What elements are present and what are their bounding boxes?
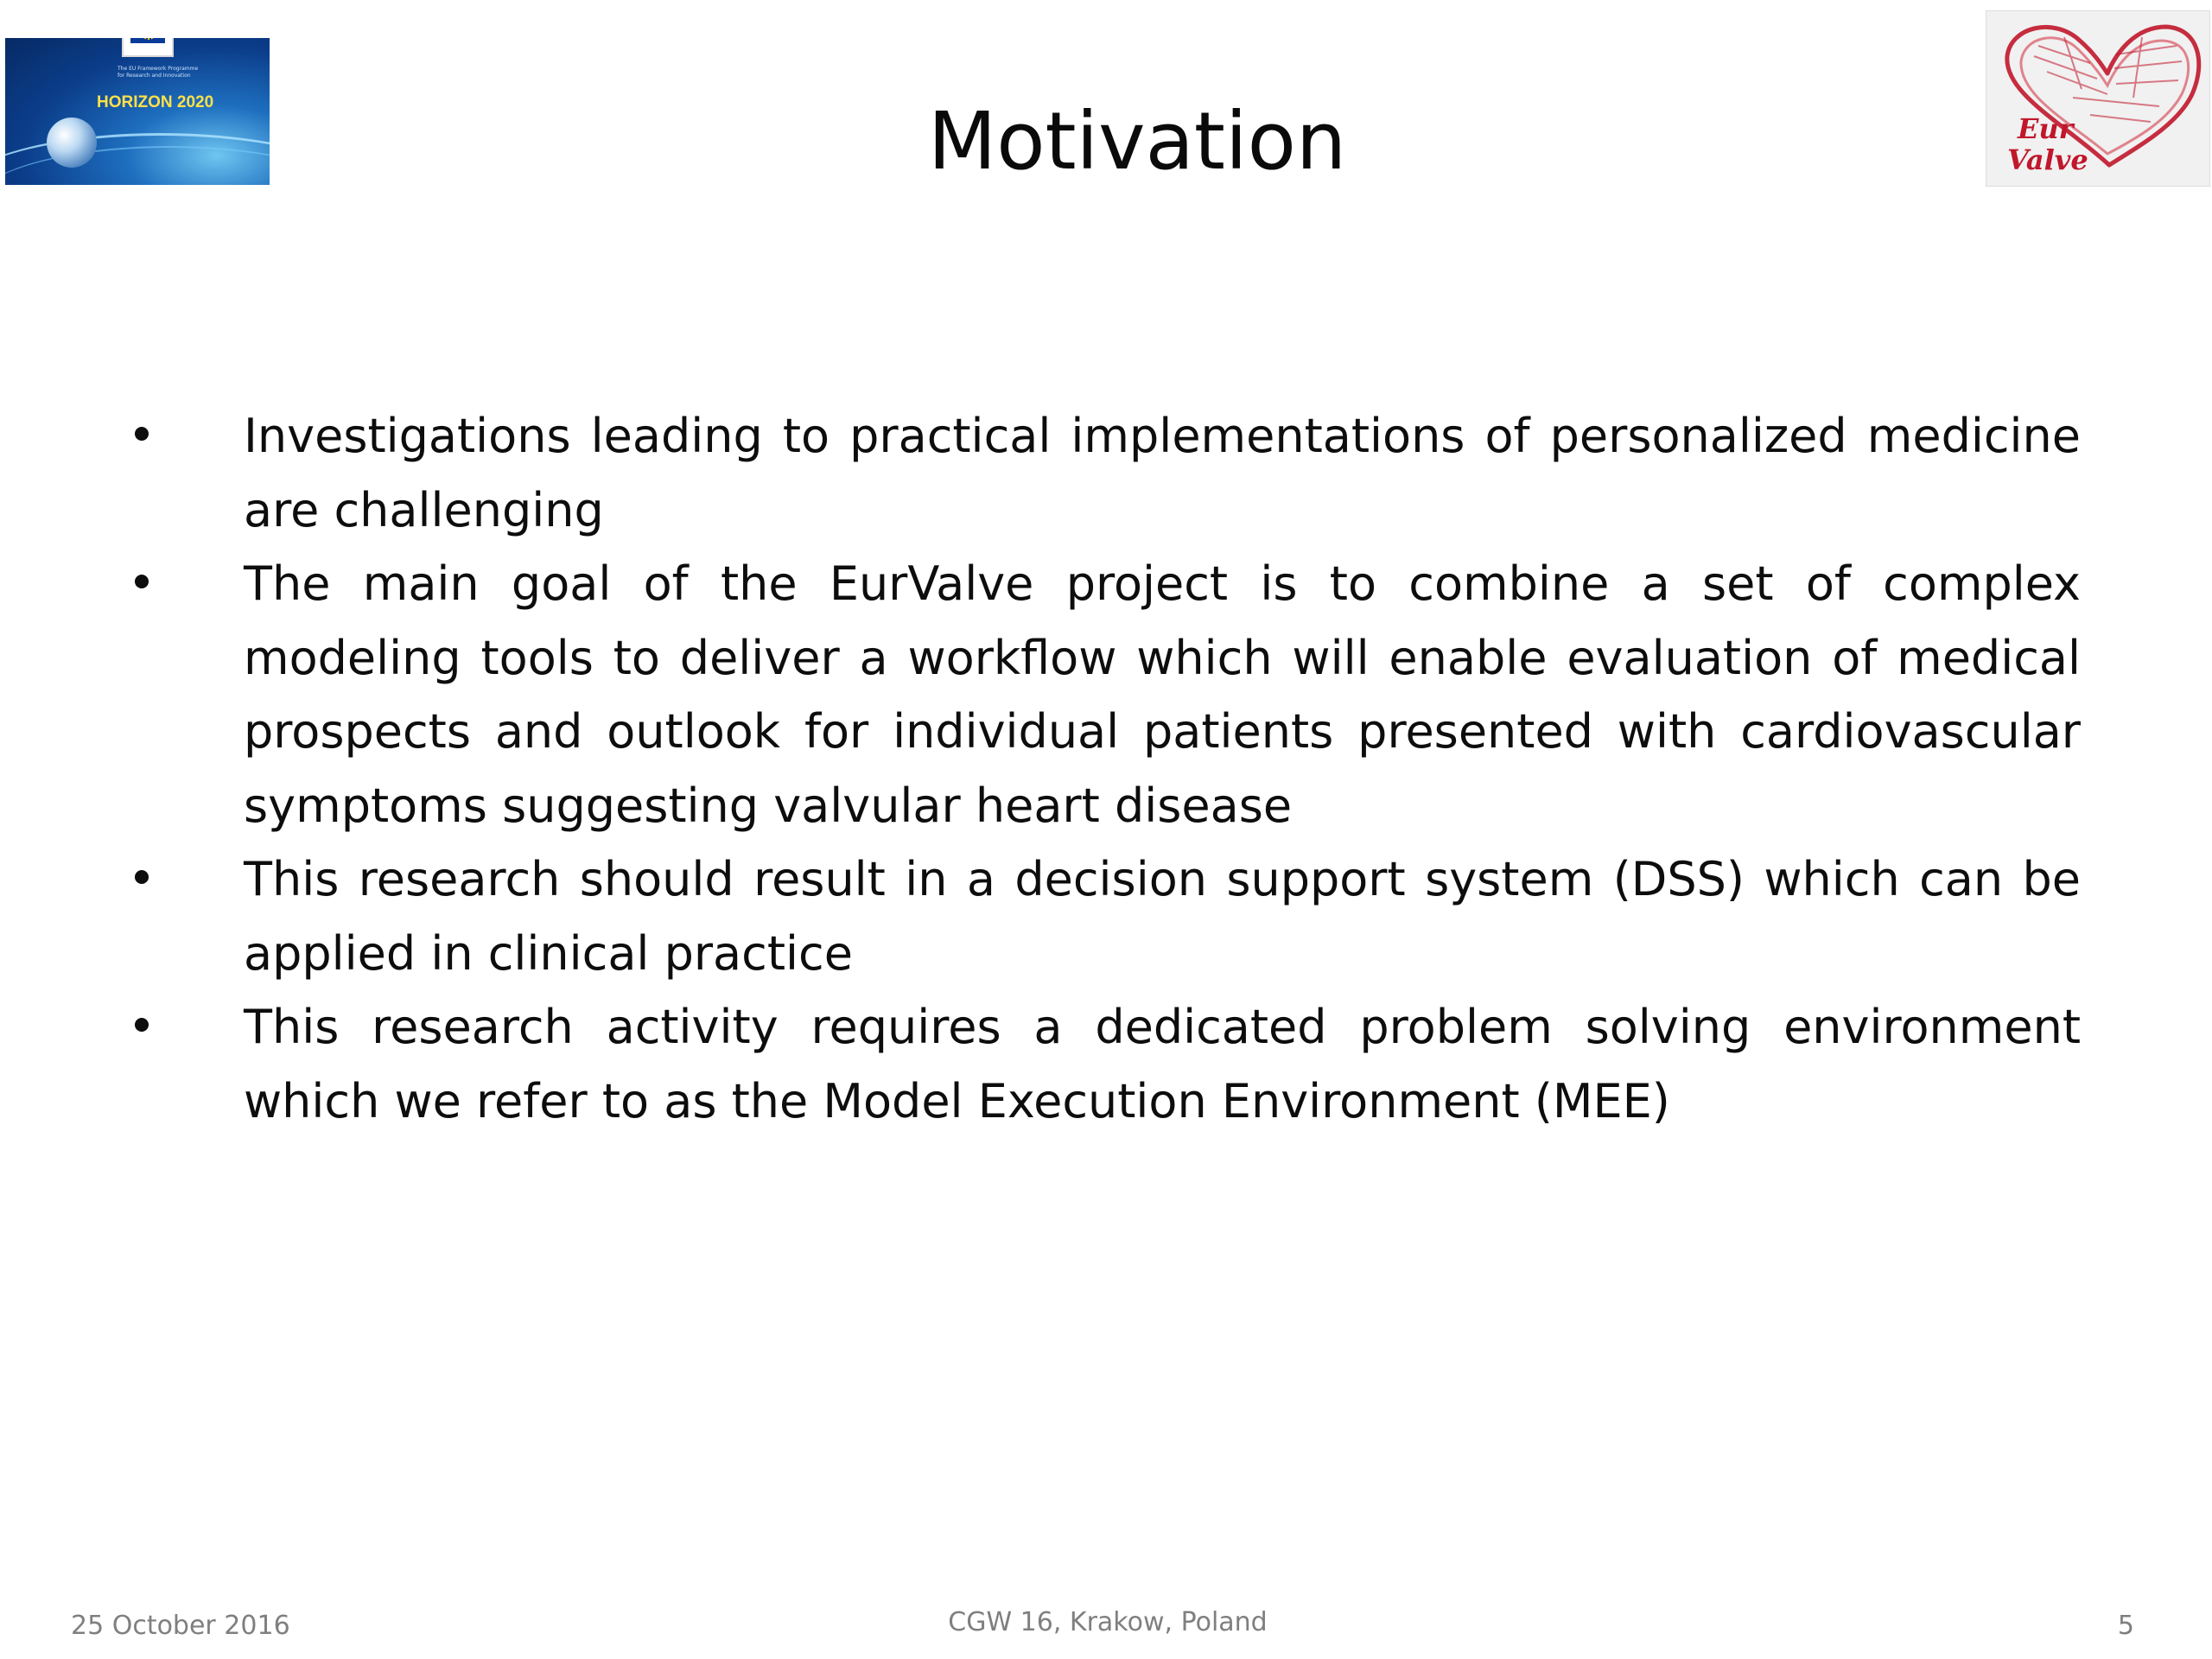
horizon-caption-line1: The EU Framework Programme <box>118 66 199 72</box>
bullet-text: The main goal of the EurValve project is to combine a set of complex modeling tools to deliver a workflow which will enable evaluation of medical prospects and outlook for individual patients presented with cardiovascular symptoms suggesting valvular heart disease <box>244 556 2081 833</box>
horizon-caption <box>118 66 198 79</box>
footer-event: CGW 16, Krakow, Poland <box>948 1607 1268 1637</box>
eurvalve-word-valve: Valve <box>2007 143 2088 176</box>
eu-flag-icon <box>122 38 174 57</box>
bullet-item <box>130 547 2081 842</box>
bullet-icon <box>135 575 149 588</box>
eurvalve-word-eur: Eur <box>2018 112 2074 145</box>
bullet-item <box>130 399 2081 547</box>
slide-title: Motivation <box>927 95 1347 188</box>
bullet-item <box>130 990 2081 1138</box>
bullet-text: This research activity requires a dedicated problem solving environment which we refer to as the Model Execution Environment (MEE) <box>244 1000 2081 1128</box>
bullet-text: Investigations leading to practical implementations of personalized medicine are challenging <box>244 409 2081 537</box>
bullet-icon <box>135 1018 149 1032</box>
page-number: 5 <box>2117 1611 2134 1641</box>
eu-stars-icon <box>130 38 165 43</box>
bullet-icon <box>135 870 149 884</box>
bullet-list <box>130 399 2081 1138</box>
bullet-item <box>130 842 2081 990</box>
bullet-text: This research should result in a decision support system (DSS) which can be applied in clinical practice <box>244 852 2081 981</box>
horizon-label: HORIZON 2020 <box>97 93 214 111</box>
footer-date: 25 October 2016 <box>71 1611 290 1641</box>
bullet-icon <box>135 427 149 441</box>
horizon-caption-line2: for Research and Innovation <box>118 73 191 79</box>
